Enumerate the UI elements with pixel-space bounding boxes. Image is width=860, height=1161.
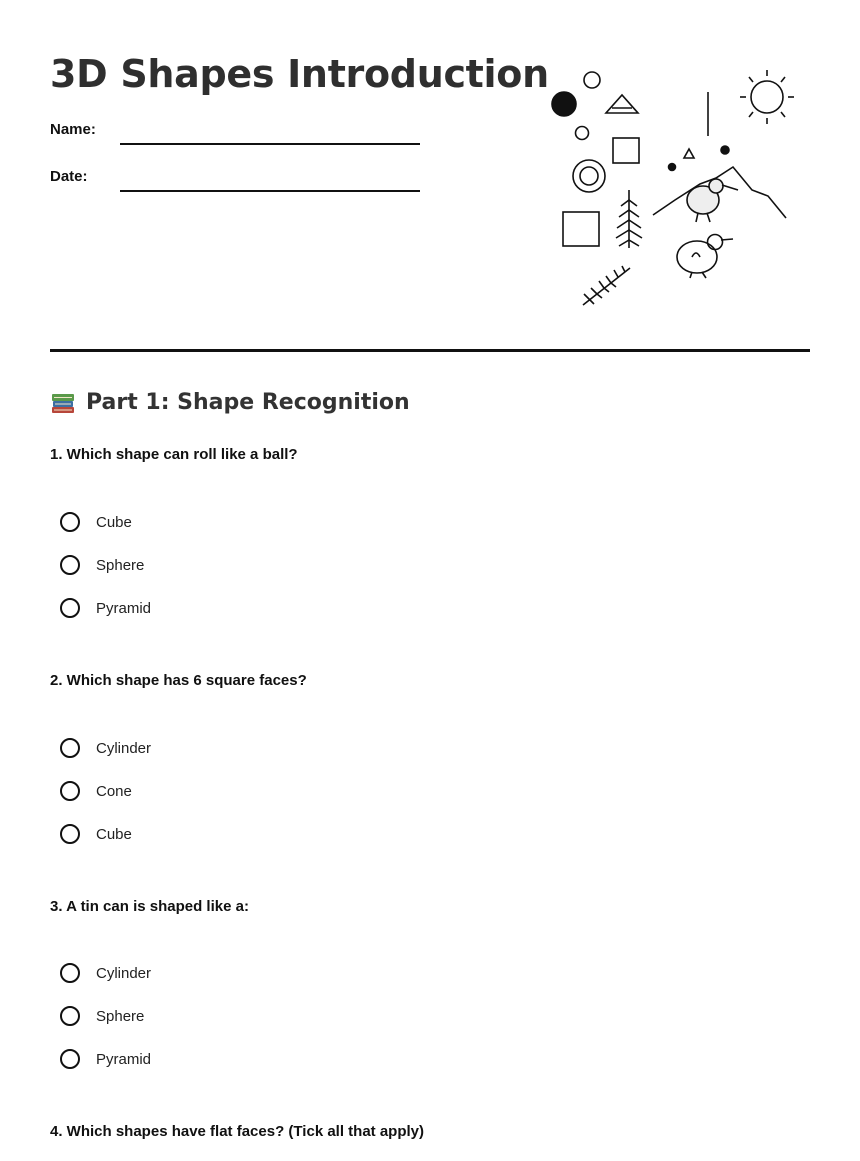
radio-button[interactable] (60, 824, 80, 844)
small-triangle-icon (684, 149, 694, 158)
dot-icon (669, 164, 676, 171)
question-1: 1. Which shape can roll like a ball? (50, 446, 298, 463)
radio-button[interactable] (60, 781, 80, 801)
radio-button[interactable] (60, 598, 80, 618)
option-cube[interactable]: Cube (60, 512, 132, 532)
question-3: 3. A tin can is shaped like a: (50, 898, 249, 915)
small-circle-icon (584, 72, 600, 88)
large-square-icon (563, 212, 599, 246)
option-sphere[interactable]: Sphere (60, 555, 144, 575)
section-title (50, 388, 410, 418)
option-cylinder[interactable]: Cylinder (60, 963, 151, 983)
radio-button[interactable] (60, 555, 80, 575)
date-field[interactable] (120, 190, 420, 192)
kiwi-bird-icon (677, 235, 733, 279)
dot-icon (721, 146, 729, 154)
books-icon (50, 390, 76, 416)
fern-icon (616, 190, 642, 248)
shapes-illustration (540, 60, 810, 320)
filled-circle-icon (552, 92, 576, 116)
section-title-text: Part 1: Shape Recognition (86, 390, 410, 415)
square-icon (613, 138, 639, 163)
tiny-circle-icon (576, 127, 589, 140)
option-pyramid[interactable]: Pyramid (60, 1049, 151, 1069)
radio-button[interactable] (60, 963, 80, 983)
option-cylinder[interactable]: Cylinder (60, 738, 151, 758)
sun-icon (740, 70, 794, 124)
question-4: 4. Which shapes have flat faces? (Tick all that apply) (50, 1123, 425, 1140)
page-title: 3D Shapes Introduction (50, 52, 549, 96)
radio-button[interactable] (60, 1006, 80, 1026)
ring-icon (573, 160, 605, 192)
radio-button[interactable] (60, 1049, 80, 1069)
header-divider (50, 349, 810, 352)
option-pyramid[interactable]: Pyramid (60, 598, 151, 618)
radio-button[interactable] (60, 512, 80, 532)
branch-icon (583, 266, 630, 305)
date-label: Date: (50, 168, 88, 185)
option-cone[interactable]: Cone (60, 781, 132, 801)
radio-button[interactable] (60, 738, 80, 758)
option-cube[interactable]: Cube (60, 824, 132, 844)
triangle-icon (606, 95, 638, 113)
question-2: 2. Which shape has 6 square faces? (50, 672, 307, 689)
option-sphere[interactable]: Sphere (60, 1006, 144, 1026)
name-label: Name: (50, 121, 96, 138)
kiwi-bird-icon (687, 179, 738, 222)
name-field[interactable] (120, 143, 420, 145)
